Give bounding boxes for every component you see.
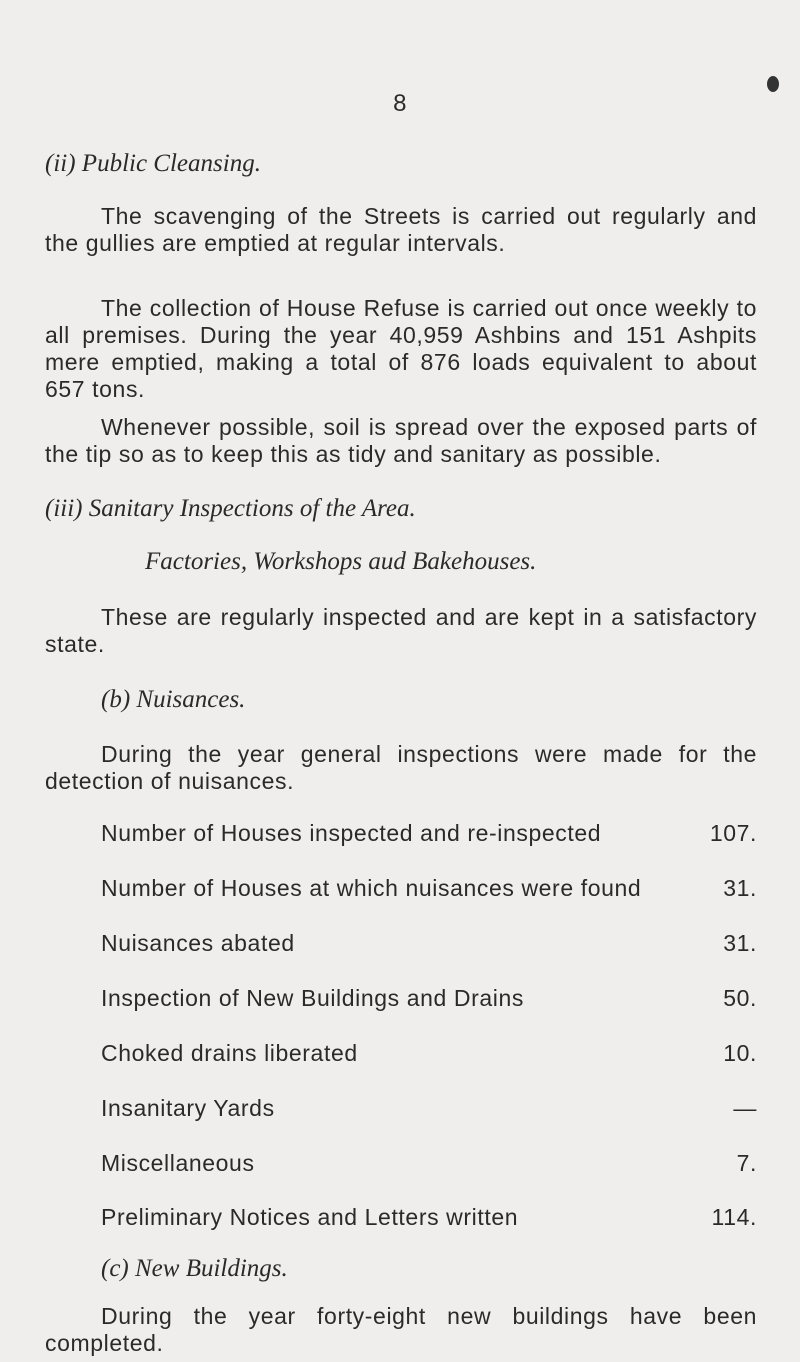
- paragraph-refuse-collection: The collection of House Refuse is carried out once weekly to all premises. During the year 40,959 Ashbins and 151 Ashpits mere emptied, making a total of 876 loads equivalent to about 657 tons.: [45, 295, 757, 402]
- page-number: 8: [393, 90, 407, 117]
- stat-value: 107.: [709, 820, 757, 846]
- paragraph-new-buildings: During the year forty-eight new buildings have been completed.: [45, 1303, 757, 1356]
- sanitary-inspections-heading: (iii) Sanitary Inspections of the Area.: [45, 495, 416, 522]
- new-buildings-heading: (c) New Buildings.: [101, 1255, 288, 1282]
- stat-value: 31.: [723, 930, 757, 956]
- stat-value: 114.: [711, 1204, 757, 1230]
- ink-spot: [767, 76, 779, 92]
- stat-label: Preliminary Notices and Letters written: [101, 1204, 519, 1230]
- paragraph-scavenging: The scavenging of the Streets is carried out regularly and the gullies are emptied at regular intervals.: [45, 203, 757, 256]
- stat-value: 50.: [723, 985, 757, 1011]
- nuisances-heading: (b) Nuisances.: [101, 686, 246, 713]
- stat-label: Insanitary Yards: [101, 1095, 275, 1121]
- stat-label: Number of Houses inspected and re-inspected: [101, 820, 602, 846]
- stat-label: Choked drains liberated: [101, 1040, 358, 1066]
- paragraph-nuisances: During the year general inspections were made for the detection of nuisances.: [45, 741, 757, 794]
- stat-value: 31.: [723, 875, 757, 901]
- public-cleansing-heading: (ii) Public Cleansing.: [45, 150, 261, 177]
- stat-label: Miscellaneous: [101, 1150, 255, 1176]
- stat-value: —: [733, 1095, 757, 1121]
- stat-label: Number of Houses at which nuisances were found: [101, 875, 642, 901]
- paragraph-factories: These are regularly inspected and are kept in a satisfactory state.: [45, 604, 757, 657]
- stat-value: 7.: [736, 1150, 757, 1176]
- stat-label: Inspection of New Buildings and Drains: [101, 985, 524, 1011]
- factories-heading: Factories, Workshops aud Bakehouses.: [145, 548, 537, 575]
- paragraph-soil: Whenever possible, soil is spread over the exposed parts of the tip so as to keep this as tidy and sanitary as possible.: [45, 414, 757, 467]
- stat-value: 10.: [723, 1040, 757, 1066]
- stat-label: Nuisances abated: [101, 930, 295, 956]
